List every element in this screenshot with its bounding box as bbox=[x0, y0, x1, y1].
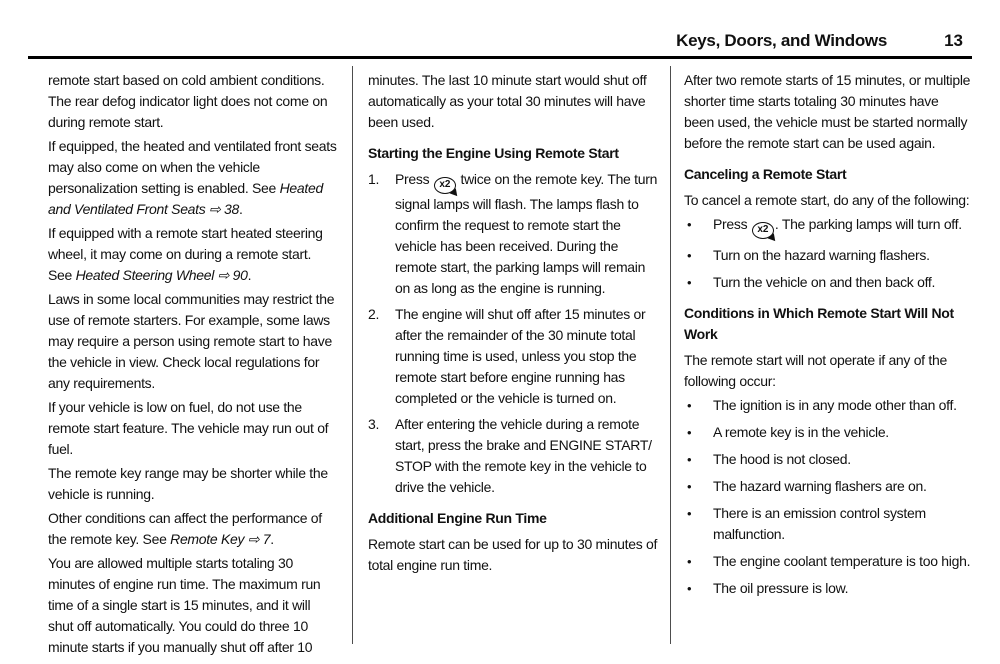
bullet-list-item bbox=[684, 214, 972, 239]
section-heading bbox=[684, 164, 972, 185]
bullet-list-item bbox=[684, 245, 972, 266]
text-column-1 bbox=[48, 70, 338, 661]
numbered-list-item bbox=[368, 304, 658, 409]
list-item-text bbox=[713, 422, 972, 443]
bullet-list-item bbox=[684, 476, 972, 497]
text-run: The hazard warning flashers are on. bbox=[713, 478, 927, 494]
text-run: Press bbox=[395, 171, 433, 187]
list-number: 1. bbox=[368, 171, 380, 187]
text-run: twice on the remote key. The turn signal lamps will flash. The lamps flash to confirm the request to remote start the vehicle has been received. During the remote start, the parking lamps will remain on as long as the engine is running. bbox=[395, 171, 658, 296]
text-run: A remote key is in the vehicle. bbox=[713, 424, 889, 440]
list-item-text bbox=[713, 449, 972, 470]
text-run: The engine will shut off after 15 minutes or after the remainder of the 30 minute total running time is used, unless you stop the remote start before engine running has completed or the vehicle is turned on. bbox=[395, 306, 646, 406]
text-run: Turn the vehicle on and then back off. bbox=[713, 274, 936, 290]
text-run: Canceling a Remote Start bbox=[684, 166, 847, 182]
bullet-list-item bbox=[684, 449, 972, 470]
list-item-text bbox=[713, 272, 972, 293]
text-run: Laws in some local communities may restrict the use of remote starters. For example, some laws may require a person using remote start to have the vehicle in view. Check local regulations for any requirements. bbox=[48, 291, 335, 391]
paragraph bbox=[48, 289, 338, 394]
paragraph bbox=[48, 508, 338, 550]
text-run: To cancel a remote start, do any of the following: bbox=[684, 192, 970, 208]
cross-reference: Heated Steering Wheel ⇨ 90 bbox=[75, 267, 248, 283]
bullet-list-item bbox=[684, 551, 972, 572]
text-column-3 bbox=[684, 70, 972, 605]
text-run: Additional Engine Run Time bbox=[368, 510, 547, 526]
paragraph bbox=[368, 70, 658, 133]
list-number: 2. bbox=[368, 306, 380, 322]
text-run: Conditions in Which Remote Start Will Not Work bbox=[684, 305, 954, 342]
paragraph bbox=[684, 190, 972, 211]
list-item-text bbox=[713, 214, 972, 239]
list-item-text bbox=[713, 476, 972, 497]
bullet-marker: • bbox=[687, 425, 692, 440]
numbered-list-item bbox=[368, 414, 658, 498]
text-run: Remote start can be used for up to 30 minutes of total engine run time. bbox=[368, 536, 658, 573]
bullet-list-item bbox=[684, 503, 972, 545]
text-run: The oil pressure is low. bbox=[713, 580, 849, 596]
paragraph bbox=[48, 463, 338, 505]
list-item-text bbox=[395, 304, 658, 409]
text-run: Starting the Engine Using Remote Start bbox=[368, 145, 619, 161]
numbered-list-item bbox=[368, 169, 658, 299]
list-number: 3. bbox=[368, 416, 380, 432]
paragraph bbox=[684, 350, 972, 392]
remote-start-x2-icon: x2 bbox=[752, 222, 774, 239]
cross-reference: Remote Key ⇨ 7 bbox=[170, 531, 271, 547]
remote-start-x2-icon: x2 bbox=[434, 177, 456, 194]
text-run: There is an emission control system malfunction. bbox=[713, 505, 926, 542]
list-item-text bbox=[713, 503, 972, 545]
paragraph bbox=[684, 70, 972, 154]
text-run: remote start based on cold ambient conditions. The rear defog indicator light does not come on during remote start. bbox=[48, 72, 328, 130]
bullet-list-item bbox=[684, 578, 972, 599]
text-run: Press bbox=[713, 216, 751, 232]
page-header-title: Keys, Doors, and Windows bbox=[676, 31, 887, 50]
text-run: After two remote starts of 15 minutes, or multiple shorter time starts totaling 30 minutes have been used, the vehicle must be started normally before the remote start can be used again. bbox=[684, 72, 971, 151]
section-heading bbox=[684, 303, 972, 345]
paragraph bbox=[368, 534, 658, 576]
text-run: The remote start will not operate if any of the following occur: bbox=[684, 352, 947, 389]
text-run: The hood is not closed. bbox=[713, 451, 851, 467]
text-run: . bbox=[247, 267, 252, 283]
bullet-marker: • bbox=[687, 581, 692, 596]
section-heading bbox=[368, 143, 658, 164]
paragraph bbox=[48, 223, 338, 286]
bullet-marker: • bbox=[687, 275, 692, 290]
list-item-text bbox=[713, 551, 972, 572]
bullet-marker: • bbox=[687, 217, 692, 232]
text-run: You are allowed multiple starts totaling 30 minutes of engine run time. The maximum run time of a single start is 15 minutes, and it will shut off automatically. You could do three 10 minute starts if you manually shut off after 10 bbox=[48, 555, 321, 655]
page-number: 13 bbox=[944, 31, 963, 50]
column-divider-2 bbox=[670, 66, 671, 644]
text-run: The remote key range may be shorter while the vehicle is running. bbox=[48, 465, 328, 502]
paragraph bbox=[48, 553, 338, 658]
bullet-marker: • bbox=[687, 398, 692, 413]
bullet-marker: • bbox=[687, 248, 692, 263]
text-run: If equipped, the heated and ventilated front seats may also come on when the vehicle personalization setting is enabled. See bbox=[48, 138, 337, 196]
bullet-marker: • bbox=[687, 479, 692, 494]
text-run: After entering the vehicle during a remote start, press the brake and ENGINE START/ STOP with the remote key in the vehicle to drive the vehicle. bbox=[395, 416, 652, 495]
text-run: The ignition is in any mode other than off. bbox=[713, 397, 957, 413]
text-run: minutes. The last 10 minute start would shut off automatically as your total 30 minutes will have been used. bbox=[368, 72, 647, 130]
bullet-marker: • bbox=[687, 554, 692, 569]
section-heading bbox=[368, 508, 658, 529]
text-run: . The parking lamps will turn off. bbox=[774, 216, 962, 232]
list-item-text bbox=[713, 578, 972, 599]
bullet-list-item bbox=[684, 422, 972, 443]
text-run: If equipped with a remote start heated steering wheel, it may come on during a remote start. See bbox=[48, 225, 323, 283]
list-item-text bbox=[395, 414, 658, 498]
header-rule bbox=[28, 56, 972, 59]
list-item-text bbox=[395, 169, 658, 299]
text-run: The engine coolant temperature is too high. bbox=[713, 553, 971, 569]
list-item-text bbox=[713, 245, 972, 266]
paragraph bbox=[48, 136, 338, 220]
text-run: If your vehicle is low on fuel, do not use the remote start feature. The vehicle may run out of fuel. bbox=[48, 399, 329, 457]
list-item-text bbox=[713, 395, 972, 416]
cross-reference: Heated and Ventilated Front Seats ⇨ 38 bbox=[48, 180, 323, 217]
paragraph bbox=[48, 397, 338, 460]
text-run: . bbox=[270, 531, 274, 547]
paragraph bbox=[48, 70, 338, 133]
bullet-list-item bbox=[684, 272, 972, 293]
column-divider-1 bbox=[352, 66, 353, 644]
text-run: Other conditions can affect the performance of the remote key. See bbox=[48, 510, 322, 547]
text-run: . bbox=[239, 201, 243, 217]
bullet-marker: • bbox=[687, 452, 692, 467]
bullet-marker: • bbox=[687, 506, 692, 521]
text-run: Turn on the hazard warning flashers. bbox=[713, 247, 930, 263]
bullet-list-item bbox=[684, 395, 972, 416]
text-column-2 bbox=[368, 70, 658, 579]
